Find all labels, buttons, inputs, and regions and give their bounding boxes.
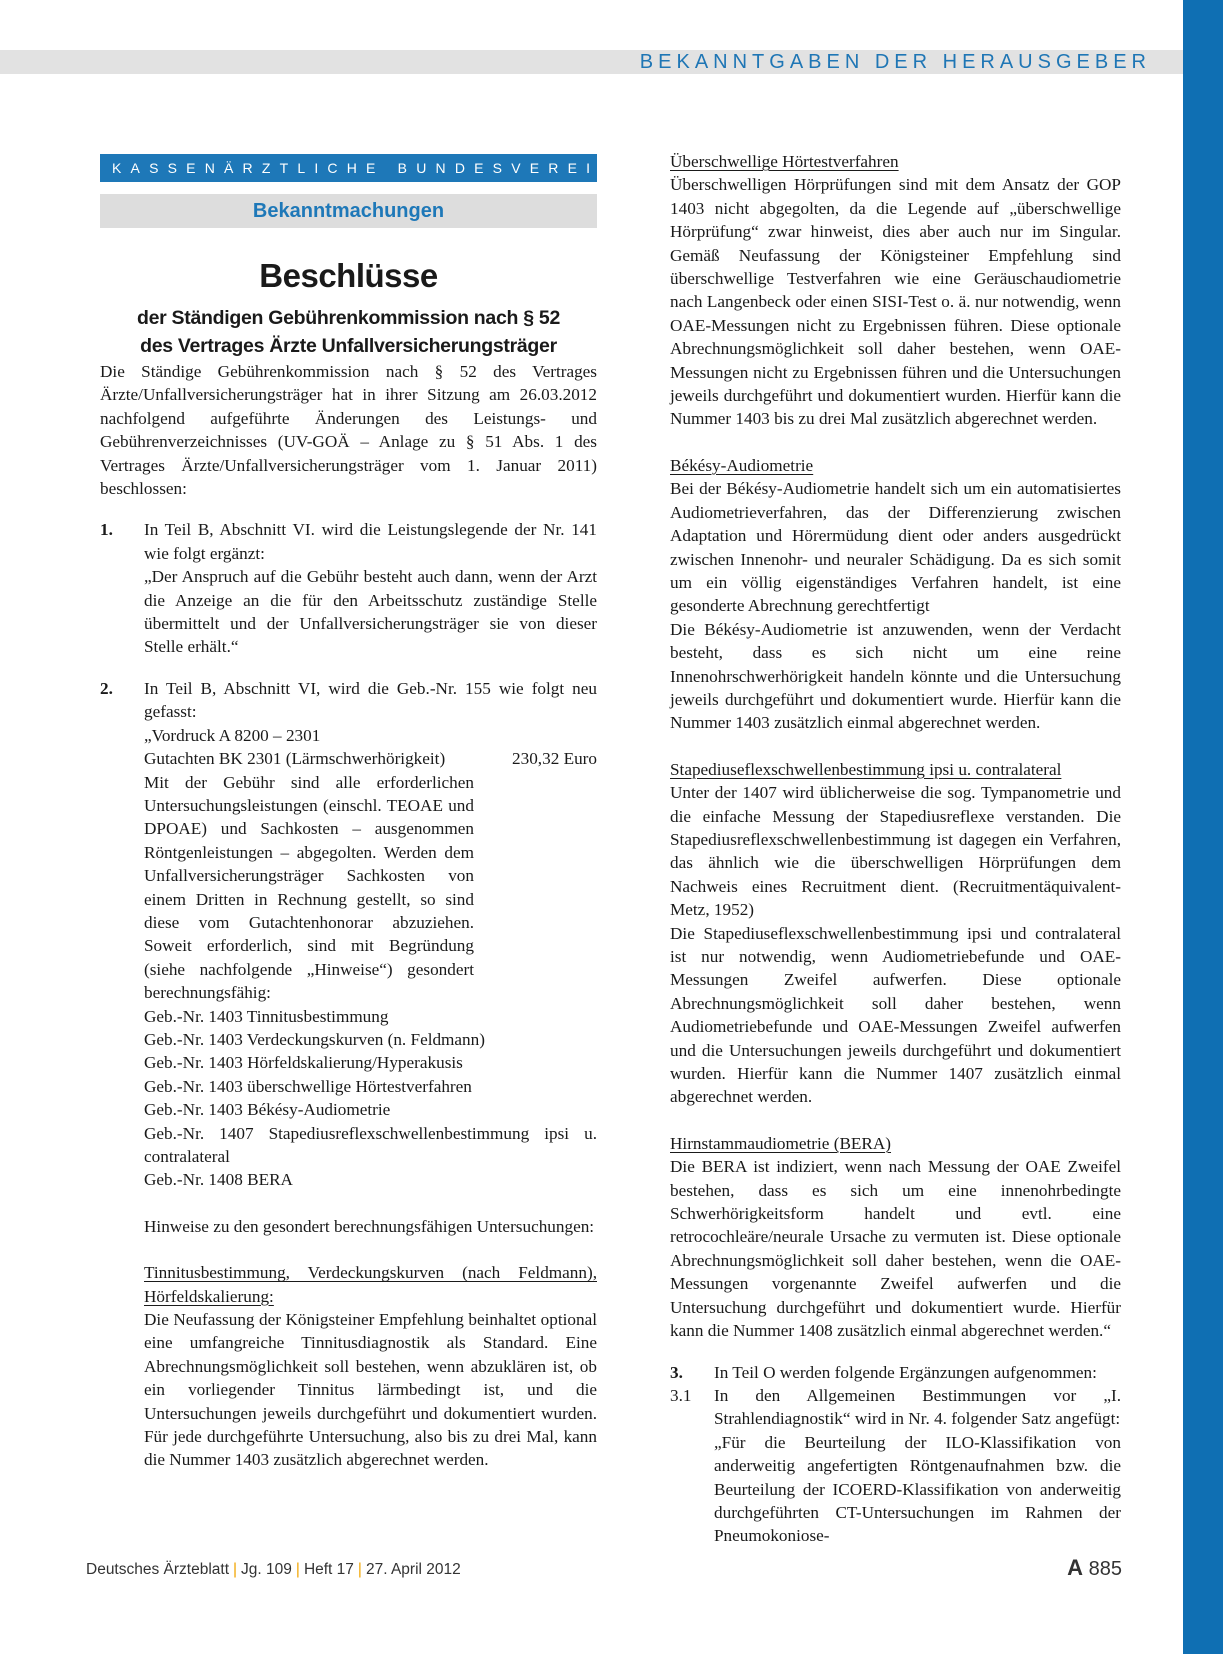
page-number-value: 885 bbox=[1088, 1558, 1122, 1580]
fee-description: Mit der Gebühr sind alle erforderlichen Untersuchungsleistungen (einschl. TEOAE und DPOAE) und Sachkosten – ausgenommen Röntgenleistungen – abgegolten. Werden dem Unfallversicherungsträger Sachkosten von einem Dritten in Rechnung gestellt, so sind diese vom Gutachtenhonorar abzuziehen. Soweit erforderlich, sind mit Begründung (siehe nachfolgende „Hinweise“) gesondert berechnungsfähig: bbox=[144, 772, 474, 1003]
section-text-2: Die Stapediuseflexschwellenbestimmung ipsi und contralateral ist nur notwendig, wenn Audiometriebefunde und OAE-Messungen Zweifel aufwerfen. Diese optionale Abrechnungsmöglichkeit soll daher bestehen, wenn Audiometriebefunde und OAE-Messungen Zweifel aufwerfen und die Untersuchungen jeweils durchgeführt und dokumentiert wurden. Hierfür kann die Nummer 1407 zusätzlich einmal abgerechnet werden. bbox=[670, 923, 1121, 1107]
intro-paragraph: Die Ständige Gebührenkommission nach § 52 des Vertrages Ärzte/Unfallversicherungsträger hat in ihrer Sitzung am 26.03.2012 nachfolgend aufgeführte Änderungen des Leistungs- und Gebührenverzeichnisses (UV-GOÄ – Anlage zu § 51 Abs. 1 des Vertrages Ärzte/Unfallversicherungsträger vom 1. Januar 2011) beschlossen: bbox=[100, 362, 597, 499]
hints-intro: Hinweise zu den gesondert berechnungsfähigen Untersuchungen: bbox=[144, 1216, 595, 1236]
list-item: Geb.-Nr. 1403 Tinnitusbestimmung bbox=[144, 1006, 389, 1026]
fee-amount: 230,32 Euro bbox=[512, 749, 597, 769]
footer-citation: Deutsches Ärzteblatt | Jg. 109 | Heft 17 | 27. April 2012 bbox=[86, 1561, 461, 1578]
list-item: Geb.-Nr. 1403 überschwellige Hörtestverfahren bbox=[144, 1076, 472, 1096]
resolution-item-3 bbox=[670, 1361, 1121, 1384]
list-item: Geb.-Nr. 1403 Verdeckungskurven (n. Feldmann) bbox=[144, 1029, 485, 1049]
section-text: Unter der 1407 wird üblicherweise die sog. Tympanometrie und die einfache Messung der Stapediusreflexe verstanden. Die Stapediusreflexschwellenbestimmung ist dagegen ein Verfahren, das ähnlich wie die überschwelligen Hörprüfungen dem Nachweis eines Recruitment dient. (Recruitmentäquivalent-Metz, 1952) bbox=[670, 783, 1121, 920]
list-item: Geb.-Nr. 1408 BERA bbox=[144, 1170, 293, 1190]
resolution-item-2 bbox=[100, 677, 597, 1472]
article-subtitle bbox=[100, 304, 597, 360]
tinnitus-heading: Tinnitusbestimmung, Verdeckungskurven (nach Feldmann), Hörfeldskalierung: bbox=[144, 1263, 597, 1306]
section-text: Bei der Békésy-Audiometrie handelt sich um ein automatisiertes Audiometrieverfahren, das der Differenzierung zwischen Adaptation und Hörermüdung dient oder anders ausgedrückt zwischen Innenohr- und neuraler Schädigung. Da es sich somit um ein völlig eigenständiges Verfahren handelt, ist eine gesonderte Abrechnung gerechtfertigt bbox=[670, 479, 1121, 616]
section-heading: Überschwellige Hörtestverfahren bbox=[670, 152, 899, 171]
item-text: In Teil B, Abschnitt VI, wird die Geb.-Nr. 155 wie folgt neu gefasst: bbox=[144, 678, 597, 722]
resolution-item-3-1 bbox=[670, 1384, 1121, 1548]
journal-volume: Jg. 109 bbox=[241, 1561, 292, 1578]
journal-name: Deutsches Ärzteblatt bbox=[86, 1561, 230, 1578]
section-header-title: BEKANNTGABEN DER HERAUSGEBER bbox=[639, 51, 1151, 73]
fee-list bbox=[144, 1005, 597, 1192]
section-text-2: Die Békésy-Audiometrie ist anzuwenden, wenn der Verdacht besteht, dass es sich nicht um eine reine Innenohrschwerhörigkeit handeln könnte und die Untersuchung jeweils durchgeführt und dokumentiert wurde. Hierfür kann die Nummer 1403 zusätzlich einmal abgerechnet werden. bbox=[670, 619, 1121, 733]
page-number bbox=[1067, 1555, 1122, 1581]
fee-label: Gutachten BK 2301 (Lärmschwerhörigkeit) bbox=[144, 749, 446, 769]
subtitle-line-1: der Ständigen Gebührenkommission nach § 52 bbox=[136, 307, 560, 329]
item-number: 1. bbox=[100, 520, 113, 540]
section-heading: Stapediuseflexschwellenbestimmung ipsi u. contralateral bbox=[670, 759, 1062, 779]
section-stapedius bbox=[670, 758, 1121, 1109]
category-label: Bekanntmachungen bbox=[100, 194, 597, 228]
section-hoertestverfahren bbox=[670, 150, 1121, 431]
item-quote: „Der Anspruch auf die Gebühr besteht auch dann, wenn der Arzt die Anzeige an die für den Arbeitsschutz zuständige Stelle übermittelt und der Unfallversicherungsträger sie von dieser Stelle erhält.“ bbox=[144, 567, 597, 657]
item-number: 3.1 bbox=[670, 1385, 692, 1405]
item-text: In den Allgemeinen Bestimmungen vor „I. Strahlendiagnostik“ wird in Nr. 4. folgender Satz angefügt: bbox=[714, 1385, 1121, 1429]
item-text: In Teil B, Abschnitt VI. wird die Leistungslegende der Nr. 141 wie folgt ergänzt: bbox=[144, 520, 597, 563]
section-text: Überschwelligen Hörprüfungen sind mit dem Ansatz der GOP 1403 nicht abgegolten, da die Legende auf „überschwellige Hörprüfung“ zwar hinweist, dies aber auch nur im Singular. Gemäß Neufassung der Königsteiner Empfehlung sind überschwellige Testverfahren wie eine Geräuschaudiometrie nach Langenbeck oder einen SISI-Test o. ä. nur notwendig, wenn OAE-Messungen nicht zu Ergebnissen führen. Diese optionale Abrechnungsmöglichkeit soll daher bestehen, wenn OAE-Messungen nicht zu Ergebnissen führen und die Untersuchungen jeweils durchgeführt und dokumentiert wurden. Hierfür kann die Nummer 1403 bis zu drei Mal zusätzlich abgerechnet werden. bbox=[670, 175, 1121, 429]
list-item: Geb.-Nr. 1407 Stapediusreflexschwellenbestimmung ipsi u. contralateral bbox=[144, 1123, 597, 1166]
subtitle-line-2: des Vertrages Ärzte Unfallversicherungsträger bbox=[140, 335, 557, 357]
item-number: 2. bbox=[100, 678, 113, 698]
section-heading: Hirnstammaudiometrie (BERA) bbox=[670, 1133, 892, 1153]
right-column bbox=[670, 150, 1121, 1548]
section-heading: Békésy-Audiometrie bbox=[670, 455, 814, 475]
tinnitus-text: Die Neufassung der Königsteiner Empfehlung beinhaltet optional eine umfangreiche Tinnitusdiagnostik als Standard. Eine Abrechnungsmöglichkeit soll bestehen, wenn abzuklären ist, ob ein vorliegender Tinnitus lärmbedingt ist, und die Untersuchungen jeweils durchgeführt und dokumentiert wurden. Für jede durchgeführte Untersuchung, also bis zu drei Mal, kann die Nummer 1403 zusätzlich abgerechnet werden. bbox=[144, 1310, 597, 1470]
journal-issue: Heft 17 bbox=[303, 1561, 354, 1578]
organization-banner: KASSENÄRZTLICHE BUNDESVEREINIGUNG bbox=[100, 154, 597, 182]
list-item: Geb.-Nr. 1403 Hörfeldskalierung/Hyperakusis bbox=[144, 1053, 463, 1073]
list-item: Geb.-Nr. 1403 Békésy-Audiometrie bbox=[144, 1100, 391, 1120]
page-footer bbox=[86, 1555, 1122, 1585]
resolution-item-1 bbox=[100, 518, 597, 658]
fee-row bbox=[144, 747, 597, 770]
section-bera bbox=[670, 1132, 1121, 1343]
section-bekesy bbox=[670, 454, 1121, 735]
item-number: 3. bbox=[670, 1362, 683, 1382]
item-quote: „Für die Beurteilung der ILO-Klassifikation von anderweitig angefertigten Röntgenaufnahmen bzw. die Beurteilung der ICOERD-Klassifikation von anderweitig durchgeführten CT-Untersuchungen im Rahmen der Pneumokoniose- bbox=[714, 1432, 1121, 1546]
form-number: „Vordruck A 8200 – 2301 bbox=[144, 725, 321, 745]
right-edge-bar bbox=[1183, 0, 1223, 1654]
page-letter: A bbox=[1067, 1555, 1084, 1580]
item-text: In Teil O werden folgende Ergänzungen aufgenommen: bbox=[714, 1362, 1097, 1382]
journal-date: 27. April 2012 bbox=[365, 1561, 461, 1578]
article-title: Beschlüsse bbox=[259, 257, 438, 294]
section-text: Die BERA ist indiziert, wenn nach Messung der OAE Zweifel bestehen, dass es sich um eine innenohrbedingte Schwerhörigkeitsform handelt und evtl. eine retrocochleäre/neurale Ursache zu vermuten ist. Diese optionale Abrechnungsmöglichkeit soll daher bestehen, wenn die OAE-Messungen vorgenannte Zweifel aufwerfen und die Untersuchung durchgeführt und dokumentiert wurde. Hierfür kann die Nummer 1408 zusätzlich einmal abgerechnet werden.“ bbox=[670, 1157, 1121, 1341]
